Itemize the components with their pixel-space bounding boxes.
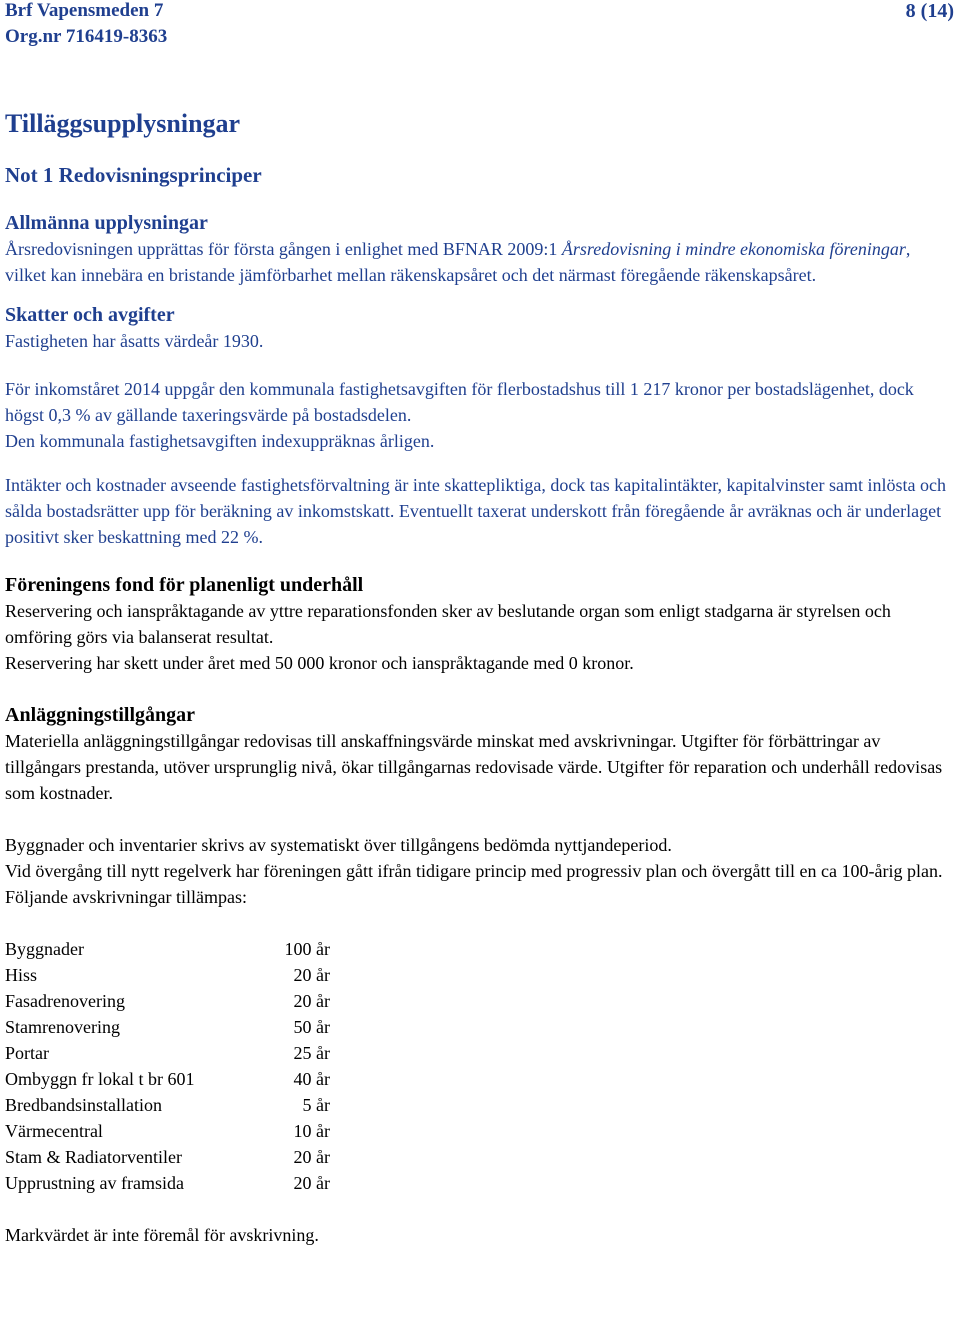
- row-value: 20 år: [293, 1173, 330, 1193]
- table-row: [5, 936, 330, 962]
- org-number: Org.nr 716419-8363: [5, 26, 168, 47]
- row-label: Byggnader: [5, 939, 84, 959]
- text-run: , vilket kan innebära en bristande jämförbarhet mellan räkenskapsåret och det närmast föregående räkenskapsåret.: [5, 239, 911, 285]
- row-value: 20 år: [293, 991, 330, 1011]
- section-paragraph: Den kommunala fastighetsavgiften indexuppräknas årligen.: [5, 431, 435, 451]
- row-value: 25 år: [293, 1043, 330, 1063]
- section-heading: Skatter och avgifter: [5, 304, 175, 326]
- section-skatter: [5, 302, 955, 550]
- section-paragraph: Materiella anläggningstillgångar redovisas till anskaffningsvärde minskat med avskrivningar. Utgifter för förbättringar av tillgångars prestanda, utöver ursprunglig nivå, ökar tillgångarnas redovisade värde. Utgifter för reparation och underhåll redovisas som kostnader.: [5, 731, 943, 803]
- section-heading: Anläggningstillgångar: [5, 704, 196, 726]
- page-title: Tilläggsupplysningar: [5, 109, 241, 138]
- row-value: 10 år: [293, 1121, 330, 1141]
- row-value: 50 år: [293, 1017, 330, 1037]
- row-value: 100 år: [284, 939, 330, 959]
- row-label: Upprustning av framsida: [5, 1173, 184, 1193]
- section-heading: Föreningens fond för planenligt underhåll: [5, 574, 364, 596]
- row-label: Ombyggn fr lokal t br 601: [5, 1069, 195, 1089]
- page-number: 8 (14): [905, 0, 954, 22]
- row-label: Värmecentral: [5, 1121, 103, 1141]
- table-row: [5, 1170, 330, 1196]
- section-paragraph: För inkomståret 2014 uppgår den kommunala fastighetsavgiften för flerbostadshus till 1 217 kronor per bostadslägenhet, dock högst 0,3 % av gällande taxeringsvärde på bostadsdelen.: [5, 379, 914, 425]
- row-label: Stam & Radiatorventiler: [5, 1147, 182, 1167]
- table-row: [5, 1014, 330, 1040]
- row-label: Bredbandsinstallation: [5, 1095, 162, 1115]
- row-value: 20 år: [293, 1147, 330, 1167]
- row-label: Hiss: [5, 965, 38, 985]
- italic-title: Årsredovisning i mindre ekonomiska föreningar: [561, 239, 906, 259]
- document-body: [5, 108, 955, 1248]
- section-allmanna: [5, 210, 955, 288]
- table-row: [5, 962, 330, 988]
- table-row: [5, 1144, 330, 1170]
- section-paragraph: Byggnader och inventarier skrivs av systematiskt över tillgångens bedömda nyttjandeperiod.: [5, 835, 672, 855]
- table-row: [5, 1066, 330, 1092]
- row-value: 20 år: [293, 965, 330, 985]
- section-paragraph: Fastigheten har åsatts värdeår 1930.: [5, 331, 264, 351]
- table-row: [5, 1118, 330, 1144]
- section-fond: [5, 572, 955, 676]
- section-paragraph: Reservering och ianspråktagande av yttre reparationsfonden sker av beslutande organ som enligt stadgarna är styrelsen och omföring görs via balanserat resultat.: [5, 601, 891, 647]
- org-name: Brf Vapensmeden 7: [5, 0, 164, 21]
- section-heading: Allmänna upplysningar: [5, 212, 208, 234]
- row-label: Stamrenovering: [5, 1017, 120, 1037]
- section-paragraph: Intäkter och kostnader avseende fastighetsförvaltning är inte skattepliktiga, dock tas kapitalintäkter, kapitalvinster samt inlösta och sålda bostadsrätter upp för beräkning av inkomstskatt. Eventuellt taxerat underskott från föregående år avräknas och är underlaget positivt sker beskattning med 22 %.: [5, 475, 946, 547]
- row-value: 5 år: [302, 1095, 330, 1115]
- section-footer: Markvärdet är inte föremål för avskrivning.: [5, 1225, 319, 1245]
- table-row: [5, 1092, 330, 1118]
- section-paragraph: [5, 236, 955, 288]
- table-row: [5, 1040, 330, 1066]
- table-row: [5, 988, 330, 1014]
- row-label: Portar: [5, 1043, 49, 1063]
- text-run: Årsredovisningen upprättas för första gången i enlighet med BFNAR 2009:1: [5, 239, 562, 259]
- note-title: Not 1 Redovisningsprinciper: [5, 163, 262, 187]
- section-paragraph: Vid övergång till nytt regelverk har föreningen gått ifrån tidigare princip med progressiv plan och övergått till en ca 100-årig plan. Följande avskrivningar tillämpas:: [5, 861, 943, 907]
- depreciation-table: [5, 936, 330, 1196]
- section-anlaggning: [5, 702, 955, 1248]
- row-label: Fasadrenovering: [5, 991, 125, 1011]
- row-value: 40 år: [293, 1069, 330, 1089]
- section-paragraph: Reservering har skett under året med 50 000 kronor och ianspråktagande med 0 kronor.: [5, 653, 634, 673]
